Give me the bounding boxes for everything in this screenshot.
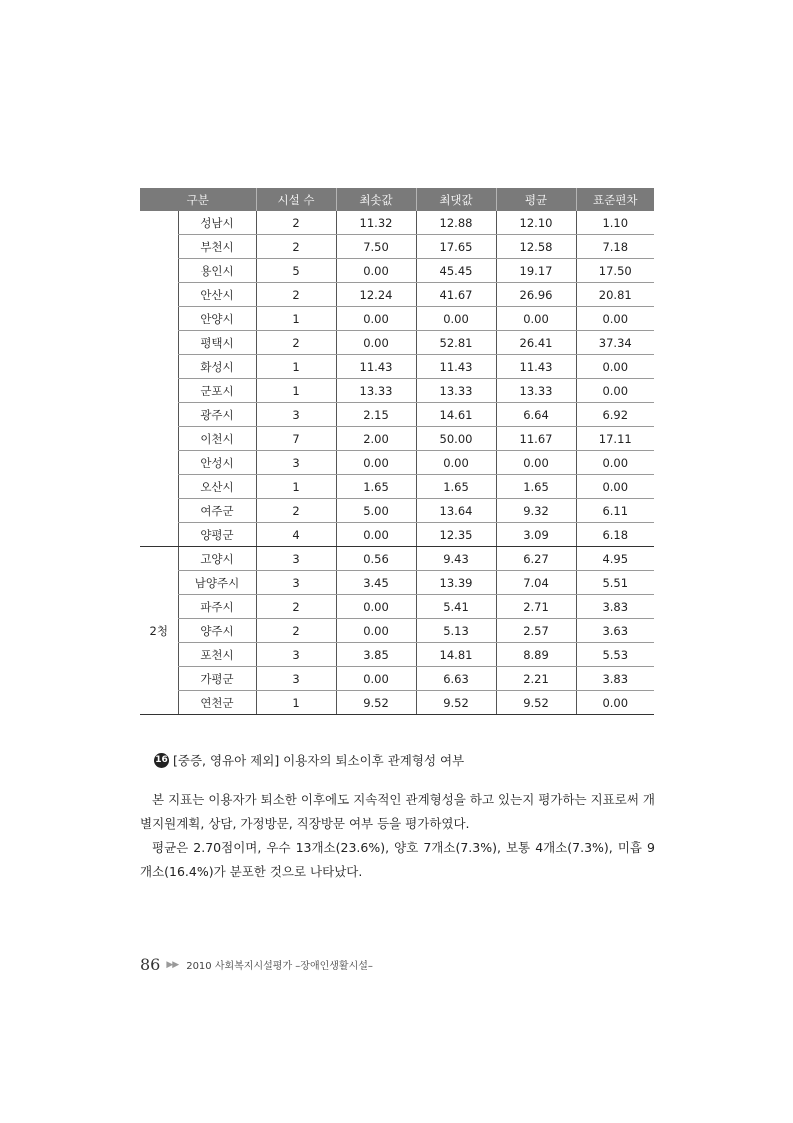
cell-min: 11.43 xyxy=(336,355,416,379)
cell-mean: 13.33 xyxy=(496,379,576,403)
section-title: [중증, 영유아 제외] 이용자의 퇴소이후 관계형성 여부 xyxy=(173,753,465,768)
cell-min: 2.00 xyxy=(336,427,416,451)
cell-max: 45.45 xyxy=(416,259,496,283)
table-row xyxy=(140,595,654,619)
cell-facility-count: 1 xyxy=(256,691,336,715)
cell-max: 17.65 xyxy=(416,235,496,259)
cell-min: 0.00 xyxy=(336,307,416,331)
cell-max: 5.41 xyxy=(416,595,496,619)
table-row xyxy=(140,667,654,691)
header-max: 최댓값 xyxy=(416,188,496,211)
cell-facility-count: 3 xyxy=(256,547,336,571)
cell-max: 0.00 xyxy=(416,307,496,331)
cell-mean: 0.00 xyxy=(496,307,576,331)
cell-mean: 26.96 xyxy=(496,283,576,307)
section-heading xyxy=(154,751,464,769)
cell-region: 포천시 xyxy=(178,643,256,667)
cell-mean: 12.10 xyxy=(496,211,576,235)
cell-min: 9.52 xyxy=(336,691,416,715)
table-row xyxy=(140,379,654,403)
cell-region: 이천시 xyxy=(178,427,256,451)
header-stddev: 표준편차 xyxy=(576,188,654,211)
paragraph-description: 본 지표는 이용자가 퇴소한 이후에도 지속적인 관계형성을 하고 있는지 평가하는 지표로써 개별지원계획, 상담, 가정방문, 직장방문 여부 등을 평가하였다. xyxy=(140,792,655,831)
cell-region: 광주시 xyxy=(178,403,256,427)
cell-region: 화성시 xyxy=(178,355,256,379)
cell-stddev: 5.51 xyxy=(576,571,654,595)
header-facility-count: 시설 수 xyxy=(256,188,336,211)
table-row xyxy=(140,451,654,475)
cell-facility-count: 5 xyxy=(256,259,336,283)
table-header-row xyxy=(140,188,654,211)
cell-min: 12.24 xyxy=(336,283,416,307)
cell-max: 5.13 xyxy=(416,619,496,643)
table-row xyxy=(140,475,654,499)
cell-facility-count: 1 xyxy=(256,355,336,379)
cell-mean: 1.65 xyxy=(496,475,576,499)
table-body xyxy=(140,211,654,715)
cell-min: 11.32 xyxy=(336,211,416,235)
table-row xyxy=(140,571,654,595)
cell-facility-count: 3 xyxy=(256,667,336,691)
cell-region: 안산시 xyxy=(178,283,256,307)
cell-max: 13.33 xyxy=(416,379,496,403)
cell-stddev: 7.18 xyxy=(576,235,654,259)
cell-max: 9.43 xyxy=(416,547,496,571)
cell-region: 가평군 xyxy=(178,667,256,691)
cell-mean: 6.64 xyxy=(496,403,576,427)
cell-mean: 2.71 xyxy=(496,595,576,619)
cell-stddev: 3.83 xyxy=(576,667,654,691)
group-label-cell xyxy=(140,211,178,547)
page-number: 86 xyxy=(140,955,161,974)
cell-region: 남양주시 xyxy=(178,571,256,595)
cell-max: 0.00 xyxy=(416,451,496,475)
cell-min: 0.00 xyxy=(336,331,416,355)
cell-facility-count: 2 xyxy=(256,595,336,619)
cell-stddev: 0.00 xyxy=(576,379,654,403)
cell-stddev: 0.00 xyxy=(576,475,654,499)
cell-stddev: 0.00 xyxy=(576,307,654,331)
cell-min: 7.50 xyxy=(336,235,416,259)
cell-facility-count: 2 xyxy=(256,499,336,523)
cell-stddev: 0.00 xyxy=(576,355,654,379)
cell-max: 41.67 xyxy=(416,283,496,307)
cell-region: 부천시 xyxy=(178,235,256,259)
cell-stddev: 17.11 xyxy=(576,427,654,451)
cell-max: 14.61 xyxy=(416,403,496,427)
cell-mean: 12.58 xyxy=(496,235,576,259)
cell-region: 군포시 xyxy=(178,379,256,403)
cell-mean: 3.09 xyxy=(496,523,576,547)
header-mean: 평균 xyxy=(496,188,576,211)
cell-stddev: 6.18 xyxy=(576,523,654,547)
section-number-icon: 16 xyxy=(154,753,169,768)
statistics-table xyxy=(140,188,654,715)
table-row xyxy=(140,523,654,547)
cell-min: 13.33 xyxy=(336,379,416,403)
cell-facility-count: 3 xyxy=(256,451,336,475)
cell-min: 5.00 xyxy=(336,499,416,523)
cell-min: 0.00 xyxy=(336,595,416,619)
header-category: 구분 xyxy=(140,188,256,211)
cell-stddev: 17.50 xyxy=(576,259,654,283)
table-row xyxy=(140,691,654,715)
cell-region: 고양시 xyxy=(178,547,256,571)
cell-facility-count: 7 xyxy=(256,427,336,451)
cell-min: 0.00 xyxy=(336,619,416,643)
cell-region: 오산시 xyxy=(178,475,256,499)
cell-max: 9.52 xyxy=(416,691,496,715)
cell-region: 여주군 xyxy=(178,499,256,523)
cell-min: 0.00 xyxy=(336,451,416,475)
cell-max: 50.00 xyxy=(416,427,496,451)
cell-facility-count: 2 xyxy=(256,211,336,235)
table-row xyxy=(140,331,654,355)
cell-mean: 0.00 xyxy=(496,451,576,475)
table-row xyxy=(140,643,654,667)
double-arrow-icon: ▶▶ xyxy=(166,959,179,970)
cell-region: 연천군 xyxy=(178,691,256,715)
cell-facility-count: 1 xyxy=(256,379,336,403)
cell-stddev: 6.92 xyxy=(576,403,654,427)
cell-facility-count: 1 xyxy=(256,307,336,331)
cell-max: 12.88 xyxy=(416,211,496,235)
table-row xyxy=(140,259,654,283)
cell-mean: 2.21 xyxy=(496,667,576,691)
cell-max: 13.64 xyxy=(416,499,496,523)
cell-stddev: 4.95 xyxy=(576,547,654,571)
cell-facility-count: 4 xyxy=(256,523,336,547)
cell-max: 1.65 xyxy=(416,475,496,499)
cell-max: 12.35 xyxy=(416,523,496,547)
cell-facility-count: 3 xyxy=(256,403,336,427)
cell-max: 13.39 xyxy=(416,571,496,595)
cell-region: 안양시 xyxy=(178,307,256,331)
cell-mean: 8.89 xyxy=(496,643,576,667)
cell-region: 양평군 xyxy=(178,523,256,547)
table-row xyxy=(140,547,654,571)
table-row xyxy=(140,355,654,379)
cell-min: 0.00 xyxy=(336,259,416,283)
cell-mean: 7.04 xyxy=(496,571,576,595)
table-row xyxy=(140,427,654,451)
cell-facility-count: 2 xyxy=(256,331,336,355)
cell-facility-count: 3 xyxy=(256,571,336,595)
cell-max: 6.63 xyxy=(416,667,496,691)
cell-mean: 2.57 xyxy=(496,619,576,643)
cell-stddev: 3.63 xyxy=(576,619,654,643)
cell-region: 양주시 xyxy=(178,619,256,643)
cell-region: 용인시 xyxy=(178,259,256,283)
cell-region: 안성시 xyxy=(178,451,256,475)
cell-stddev: 5.53 xyxy=(576,643,654,667)
table-row xyxy=(140,211,654,235)
cell-facility-count: 2 xyxy=(256,283,336,307)
cell-mean: 9.32 xyxy=(496,499,576,523)
cell-stddev: 1.10 xyxy=(576,211,654,235)
cell-mean: 11.67 xyxy=(496,427,576,451)
table-row xyxy=(140,307,654,331)
group-label-cell: 2청 xyxy=(140,547,178,715)
cell-max: 14.81 xyxy=(416,643,496,667)
cell-max: 11.43 xyxy=(416,355,496,379)
cell-mean: 26.41 xyxy=(496,331,576,355)
cell-facility-count: 2 xyxy=(256,235,336,259)
cell-max: 52.81 xyxy=(416,331,496,355)
cell-min: 3.45 xyxy=(336,571,416,595)
cell-facility-count: 1 xyxy=(256,475,336,499)
cell-stddev: 6.11 xyxy=(576,499,654,523)
cell-region: 파주시 xyxy=(178,595,256,619)
paragraph-results: 평균은 2.70점이며, 우수 13개소(23.6%), 양호 7개소(7.3%), 보통 4개소(7.3%), 미흡 9개소(16.4%)가 분포한 것으로 나타났다. xyxy=(140,840,655,879)
cell-min: 0.00 xyxy=(336,523,416,547)
table-row xyxy=(140,403,654,427)
cell-min: 2.15 xyxy=(336,403,416,427)
cell-min: 3.85 xyxy=(336,643,416,667)
cell-stddev: 37.34 xyxy=(576,331,654,355)
cell-facility-count: 3 xyxy=(256,643,336,667)
header-min: 최솟값 xyxy=(336,188,416,211)
table-row xyxy=(140,283,654,307)
table-row xyxy=(140,499,654,523)
cell-region: 성남시 xyxy=(178,211,256,235)
footer-title: 2010 사회복지시설평가 –장애인생활시설– xyxy=(186,961,373,972)
cell-mean: 11.43 xyxy=(496,355,576,379)
cell-facility-count: 2 xyxy=(256,619,336,643)
table-row xyxy=(140,235,654,259)
cell-mean: 19.17 xyxy=(496,259,576,283)
cell-stddev: 20.81 xyxy=(576,283,654,307)
cell-min: 0.00 xyxy=(336,667,416,691)
cell-min: 1.65 xyxy=(336,475,416,499)
cell-stddev: 0.00 xyxy=(576,451,654,475)
cell-stddev: 3.83 xyxy=(576,595,654,619)
table-row xyxy=(140,619,654,643)
cell-stddev: 0.00 xyxy=(576,691,654,715)
cell-min: 0.56 xyxy=(336,547,416,571)
cell-mean: 6.27 xyxy=(496,547,576,571)
cell-region: 평택시 xyxy=(178,331,256,355)
page-footer xyxy=(140,955,373,974)
cell-mean: 9.52 xyxy=(496,691,576,715)
